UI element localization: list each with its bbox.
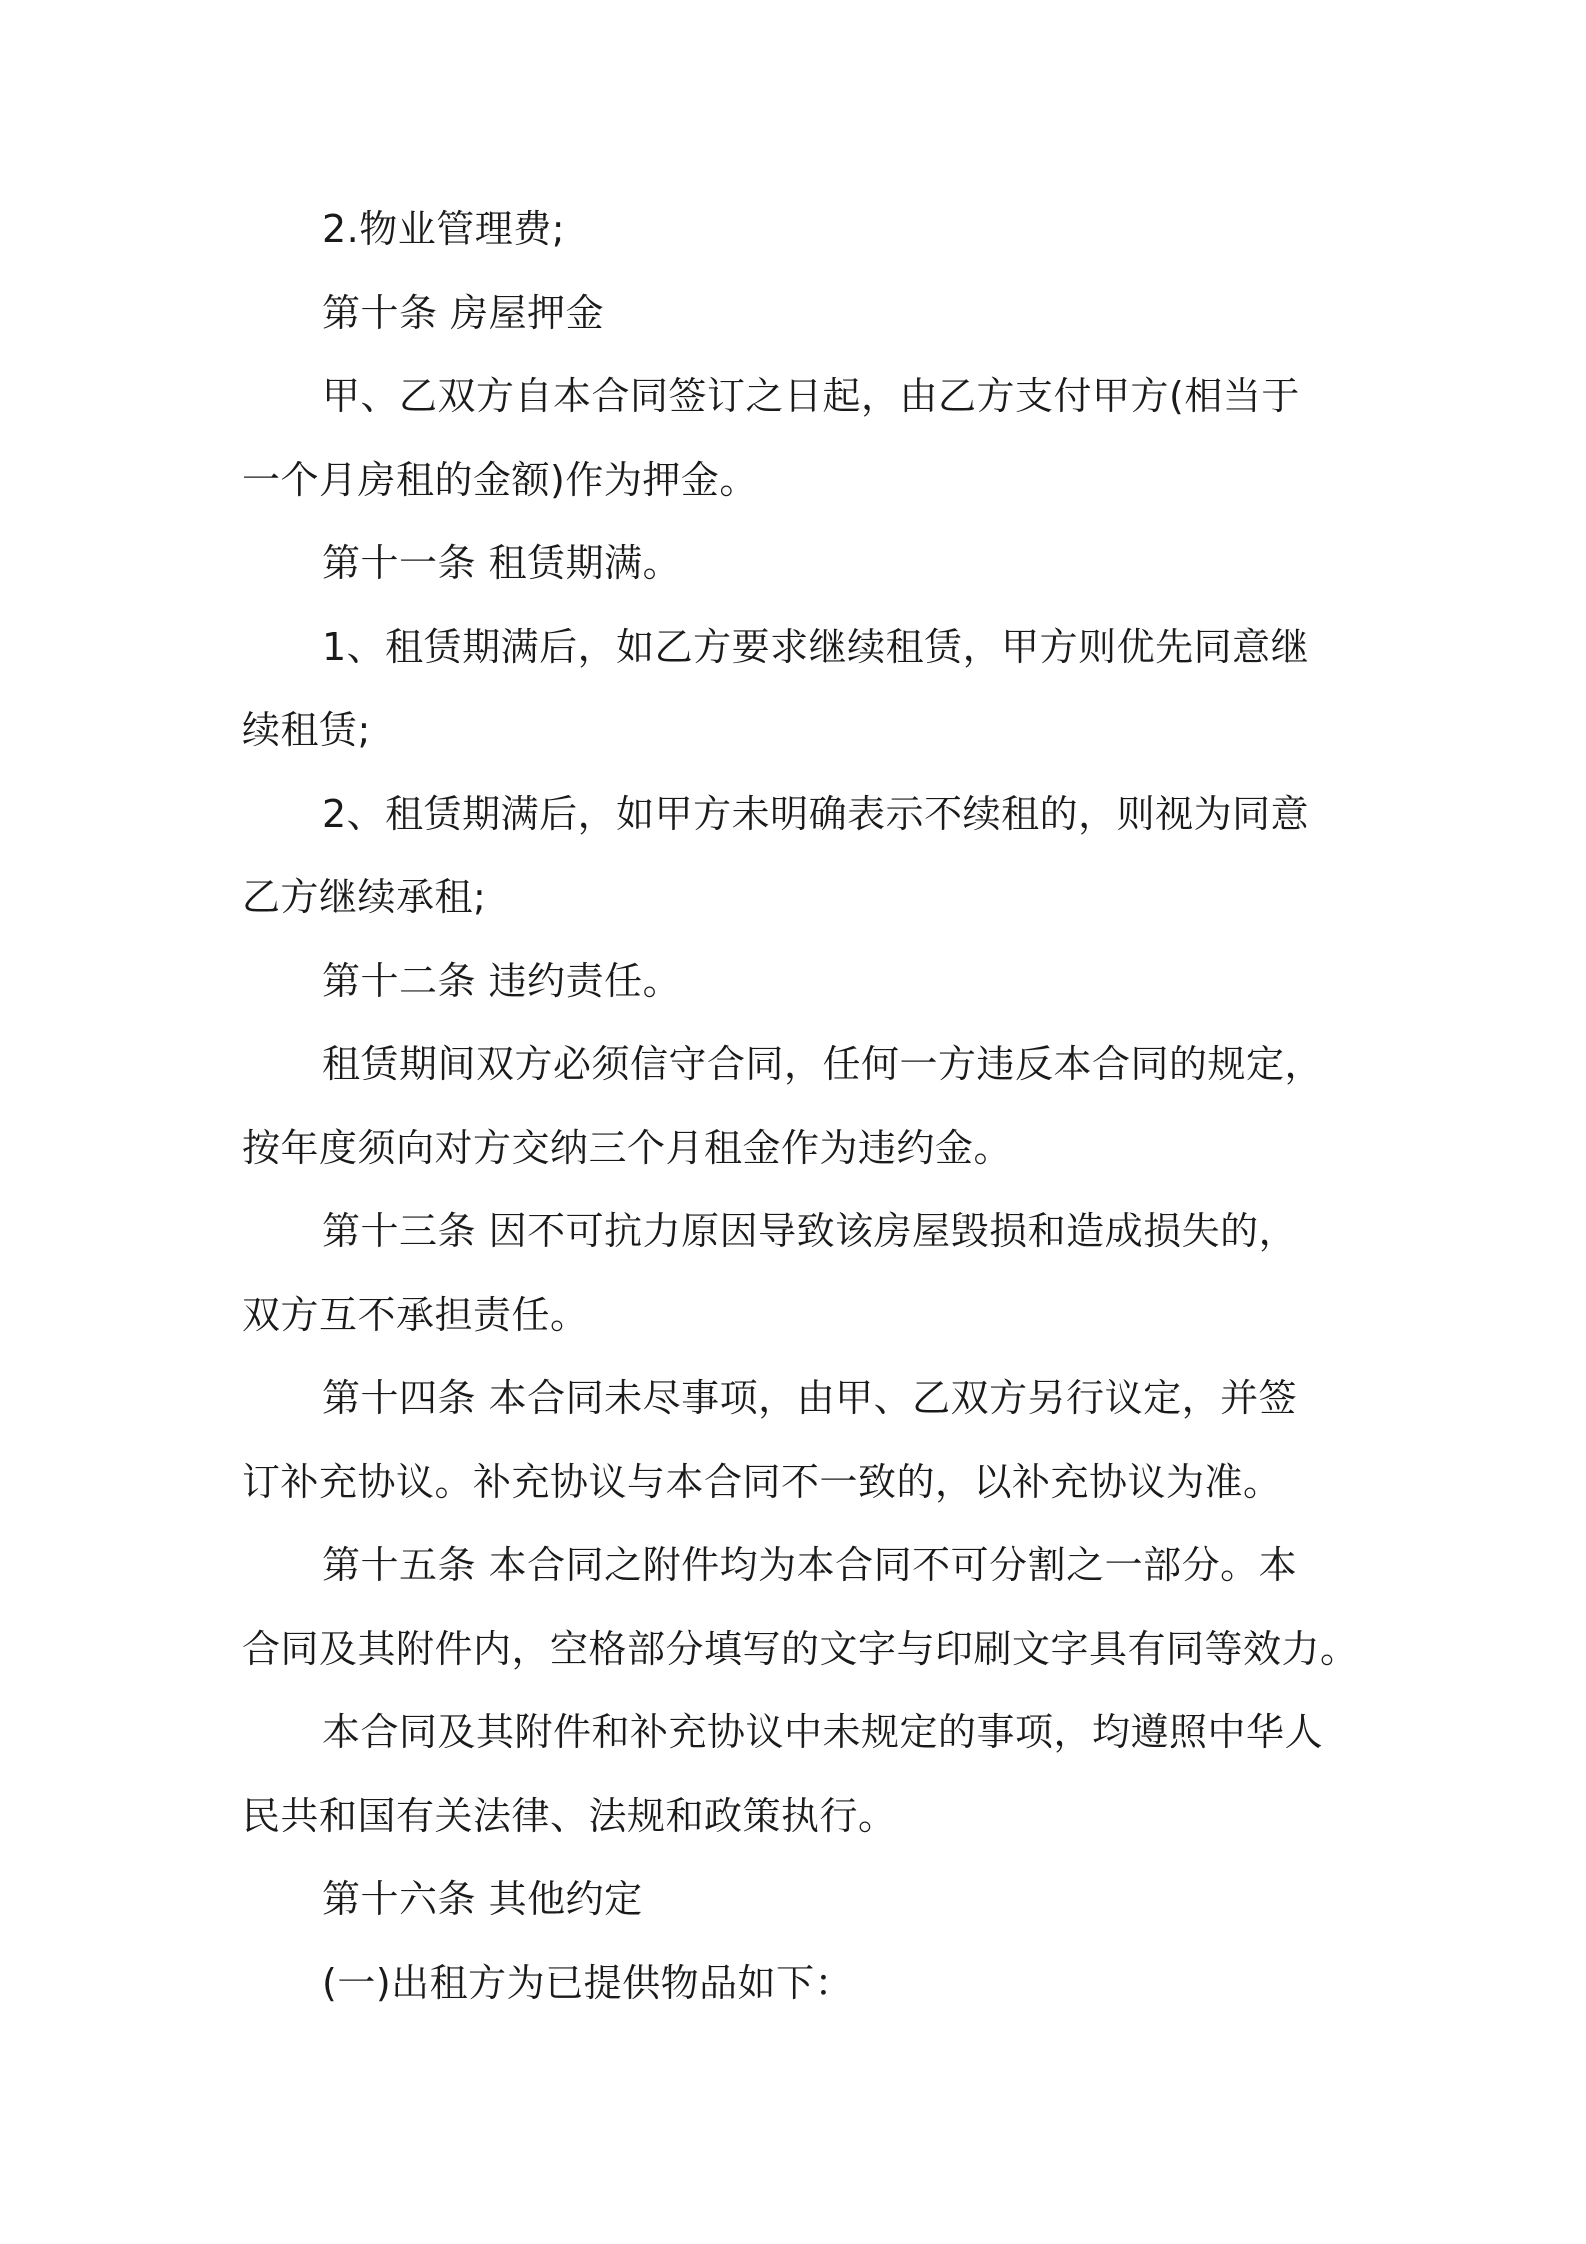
article-10-text-line-1: 甲、乙双方自本合同签订之日起，由乙方支付甲方(相当于 <box>322 374 1300 418</box>
article-13-line-1: 第十三条 因不可抗力原因导致该房屋毁损和造成损失的， <box>322 1209 1298 1253</box>
document-body <box>242 188 1382 2025</box>
article-16-heading: 第十六条 其他约定 <box>322 1877 643 1921</box>
article-11-heading: 第十一条 租赁期满。 <box>322 541 682 585</box>
article-12-text-line-2: 按年度须向对方交纳三个月租金作为违约金。 <box>242 1125 1013 1170</box>
article-10-heading: 第十条 房屋押金 <box>322 290 605 335</box>
article-15-line-2: 合同及其附件内，空格部分填写的文字与印刷文字具有同等效力。 <box>242 1626 1359 1671</box>
article-15-line-1: 第十五条 本合同之附件均为本合同不可分割之一部分。本 <box>322 1543 1298 1587</box>
article-10-text-line-2: 一个月房租的金额)作为押金。 <box>242 457 758 502</box>
article-14-line-2: 订补充协议。补充协议与本合同不一致的，以补充协议为准。 <box>242 1459 1282 1504</box>
article-13-line-2: 双方互不承担责任。 <box>242 1292 589 1337</box>
article-11-item-2-line-2: 乙方继续承租; <box>242 875 487 919</box>
article-12-heading: 第十二条 违约责任。 <box>322 958 682 1003</box>
article-11-item-1-line-1: 1、租赁期满后，如乙方要求继续租赁，甲方则优先同意继 <box>322 624 1310 669</box>
article-15-para-2-line-2: 民共和国有关法律、法规和政策执行。 <box>242 1793 897 1838</box>
article-14-line-1: 第十四条 本合同未尽事项，由甲、乙双方另行议定，并签 <box>322 1376 1298 1420</box>
article-16-item-1: (一)出租方为已提供物品如下： <box>322 1960 854 2005</box>
article-11-item-2-line-1: 2、租赁期满后，如甲方未明确表示不续租的，则视为同意 <box>322 791 1310 836</box>
article-12-text-line-1: 租赁期间双方必须信守合同，任何一方违反本合同的规定， <box>322 1042 1324 1086</box>
item-property-fee: 2.物业管理费; <box>322 207 566 251</box>
article-11-item-1-line-2: 续租赁; <box>242 708 371 752</box>
article-15-para-2-line-1: 本合同及其附件和补充协议中未规定的事项，均遵照中华人 <box>322 1710 1324 1754</box>
